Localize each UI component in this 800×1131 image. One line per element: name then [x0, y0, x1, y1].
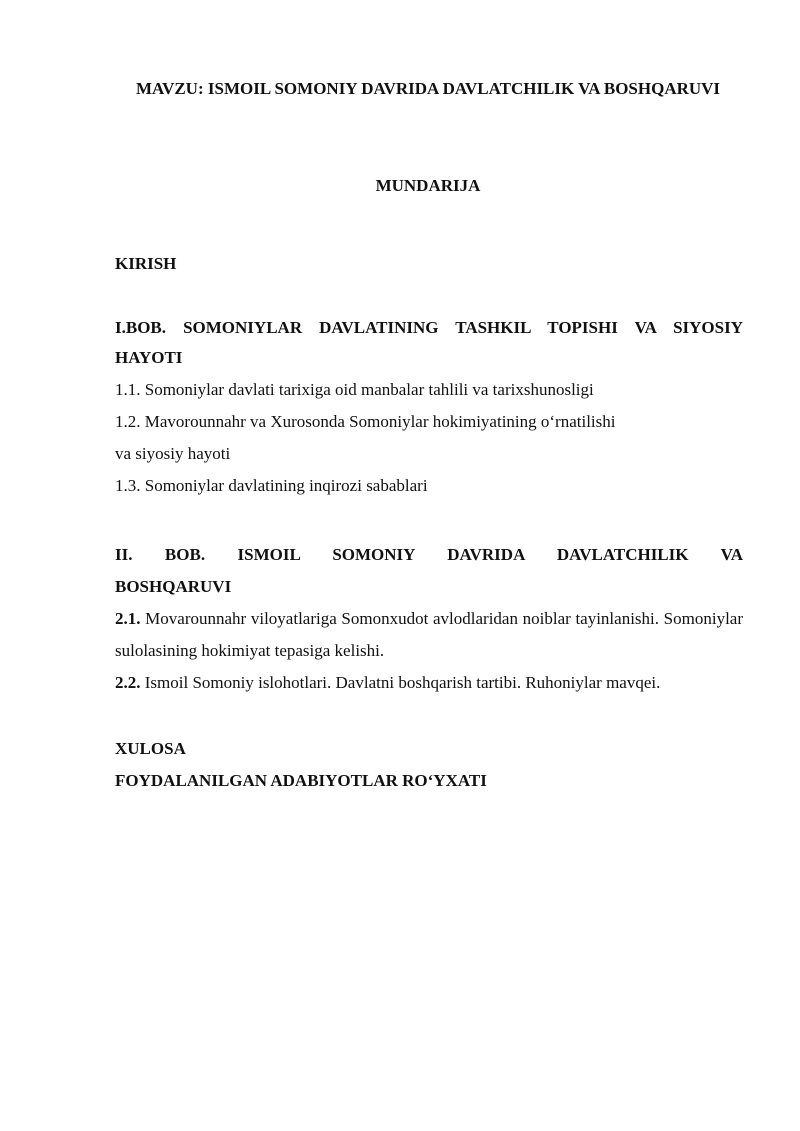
chapter-2-section-2-number: 2.2.: [115, 673, 141, 692]
chapter-1-title-line-1: I.BOB. SOMONIYLAR DAVLATINING TASHKIL TOPISHI VA SIYOSIY: [115, 318, 743, 337]
toc-chapter-2: [115, 539, 743, 699]
chapter-1-section-3: 1.3. Somoniylar davlatining inqirozi sabablari: [115, 476, 428, 495]
document-title: MAVZU: ISMOIL SOMONIY DAVRIDA DAVLATCHILIK VA BOSHQARUVI: [135, 79, 721, 98]
chapter-1-section-2: 1.2. Mavorounnahr va Xurosonda Somoniylar hokimiyatining o‘rnatilishi: [115, 412, 616, 431]
chapter-2-section-2: [115, 667, 743, 699]
chapter-1-title-line-2: HAYOTI: [115, 348, 183, 367]
chapter-2-title-line-1: II. BOB. ISMOIL SOMONIY DAVRIDA DAVLATCHILIK VA: [115, 545, 743, 564]
chapter-1-section-1: 1.1. Somoniylar davlati tarixiga oid manbalar tahlili va tarixshunosligi: [115, 380, 594, 399]
intro-label: KIRISH: [115, 254, 177, 273]
chapter-2-section-1-text: Movarounnahr viloyatlariga Somonxudot avlodlaridan noiblar tayinlanishi. Somoniylar sulolasining hokimiyat tepasiga kelishi.: [115, 609, 744, 660]
chapter-2-section-1-number: 2.1.: [115, 609, 141, 628]
conclusion-label: XULOSA: [115, 739, 186, 758]
toc-heading: MUNDARIJA: [375, 176, 481, 195]
toc-entry-intro: [115, 248, 743, 280]
chapter-1-section-2-cont: va siyosiy hayoti: [115, 444, 231, 463]
bibliography-label: FOYDALANILGAN ADABIYOTLAR RO‘YXATI: [115, 771, 487, 790]
toc-chapter-1: [115, 312, 743, 502]
chapter-2-section-1: [115, 603, 743, 667]
chapter-2-title-line-2: BOSHQARUVI: [115, 577, 232, 596]
chapter-2-section-2-text: Ismoil Somoniy islohotlari. Davlatni boshqarish tartibi. Ruhoniylar mavqei.: [144, 673, 661, 692]
toc-entry-end: [115, 733, 743, 797]
